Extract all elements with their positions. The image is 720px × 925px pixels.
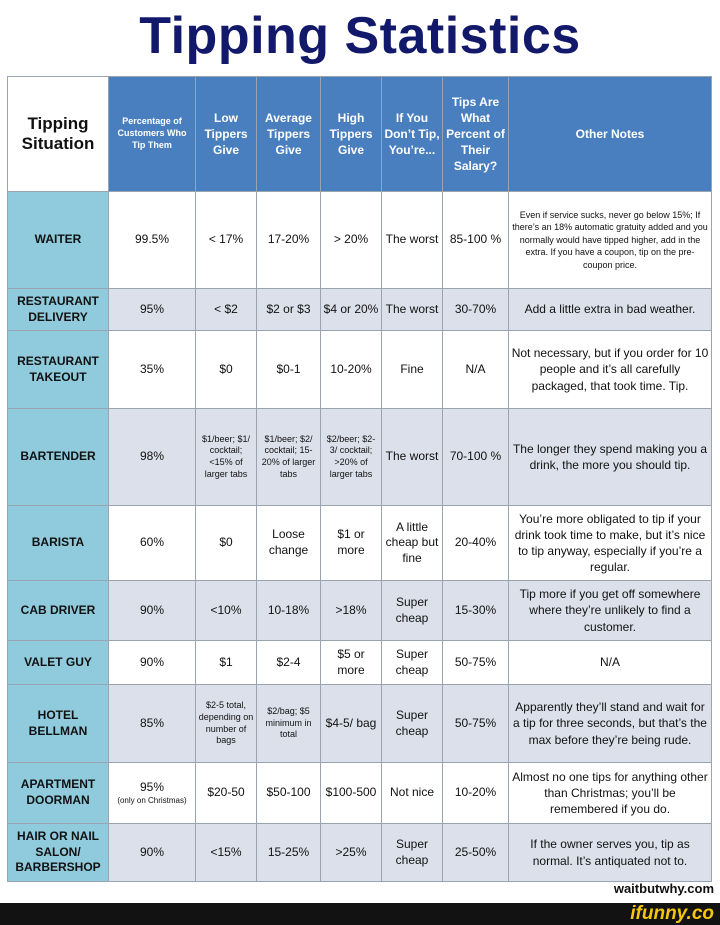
average-cell: Loose change bbox=[257, 506, 321, 581]
high-cell: >18% bbox=[321, 581, 382, 641]
notes-cell: Apparently they’ll stand and wait for a tip for three seconds, but that’s the max before they’re being rude. bbox=[509, 685, 712, 763]
tips-percent-cell: 25-50% bbox=[443, 824, 509, 882]
percentage-cell bbox=[109, 763, 196, 824]
high-cell: $4 or 20% bbox=[321, 289, 382, 331]
percentage-cell bbox=[109, 581, 196, 641]
situation-cell: CAB DRIVER bbox=[8, 581, 109, 641]
if-no-tip-cell: The worst bbox=[382, 409, 443, 506]
table-row bbox=[8, 581, 712, 641]
high-cell: >25% bbox=[321, 824, 382, 882]
notes-cell: N/A bbox=[509, 641, 712, 685]
average-cell: $0-1 bbox=[257, 331, 321, 409]
header-low: Low Tippers Give bbox=[196, 77, 257, 192]
notes-cell: You’re more obligated to tip if your drink took time to make, but it’s nice to tip anyway, especially if you’re a regular. bbox=[509, 506, 712, 581]
average-cell: $2/bag; $5 minimum in total bbox=[257, 685, 321, 763]
tipping-table bbox=[7, 76, 712, 882]
low-cell: $0 bbox=[196, 506, 257, 581]
table-row bbox=[8, 763, 712, 824]
situation-cell: VALET GUY bbox=[8, 641, 109, 685]
header-high: High Tippers Give bbox=[321, 77, 382, 192]
situation-cell: RESTAURANT DELIVERY bbox=[8, 289, 109, 331]
tips-percent-cell: 30-70% bbox=[443, 289, 509, 331]
percentage-cell bbox=[109, 331, 196, 409]
tips-percent-cell: N/A bbox=[443, 331, 509, 409]
low-cell: $2-5 total, depending on number of bags bbox=[196, 685, 257, 763]
header-row bbox=[8, 77, 712, 192]
tips-percent-cell: 70-100 % bbox=[443, 409, 509, 506]
percentage-cell bbox=[109, 506, 196, 581]
high-cell: $100-500 bbox=[321, 763, 382, 824]
table-row bbox=[8, 824, 712, 882]
page-title: Tipping Statistics bbox=[139, 7, 581, 65]
high-cell: $2/beer; $2-3/ cocktail; >20% of larger tabs bbox=[321, 409, 382, 506]
tips-percent-cell: 20-40% bbox=[443, 506, 509, 581]
table-row bbox=[8, 685, 712, 763]
tips-percent-cell: 10-20% bbox=[443, 763, 509, 824]
if-no-tip-cell: Super cheap bbox=[382, 824, 443, 882]
tips-percent-cell: 85-100 % bbox=[443, 192, 509, 289]
situation-cell: BARISTA bbox=[8, 506, 109, 581]
tips-percent-cell: 15-30% bbox=[443, 581, 509, 641]
if-no-tip-cell: Super cheap bbox=[382, 685, 443, 763]
low-cell: $20-50 bbox=[196, 763, 257, 824]
table-row bbox=[8, 192, 712, 289]
average-cell: $1/beer; $2/ cocktail; 15-20% of larger tabs bbox=[257, 409, 321, 506]
average-cell: 17-20% bbox=[257, 192, 321, 289]
low-cell: $0 bbox=[196, 331, 257, 409]
high-cell: 10-20% bbox=[321, 331, 382, 409]
average-cell: $2 or $3 bbox=[257, 289, 321, 331]
high-cell: $5 or more bbox=[321, 641, 382, 685]
average-cell: $2-4 bbox=[257, 641, 321, 685]
notes-cell: Add a little extra in bad weather. bbox=[509, 289, 712, 331]
percentage-value: 60% bbox=[139, 535, 165, 550]
notes-cell: Even if service sucks, never go below 15%; If there’s an 18% automatic gratuity added and you normally would have tipped higher, add in the extra. If you have a coupon, tip on the pre-coupon price. bbox=[509, 192, 712, 289]
notes-cell: The longer they spend making you a drink, the more you should tip. bbox=[509, 409, 712, 506]
average-cell: 15-25% bbox=[257, 824, 321, 882]
if-no-tip-cell: The worst bbox=[382, 192, 443, 289]
percentage-value: 85% bbox=[139, 715, 165, 730]
if-no-tip-cell: The worst bbox=[382, 289, 443, 331]
situation-cell: WAITER bbox=[8, 192, 109, 289]
notes-cell: Almost no one tips for anything other than Christmas; you’ll be remembered if you do. bbox=[509, 763, 712, 824]
header-percentage: Percentage of Customers Who Tip Them bbox=[109, 77, 196, 192]
percentage-value: 90% bbox=[139, 844, 165, 859]
percentage-cell bbox=[109, 685, 196, 763]
low-cell: $1/beer; $1/ cocktail; <15% of larger tabs bbox=[196, 409, 257, 506]
if-no-tip-cell: A little cheap but fine bbox=[382, 506, 443, 581]
low-cell: $1 bbox=[196, 641, 257, 685]
average-cell: $50-100 bbox=[257, 763, 321, 824]
high-cell: > 20% bbox=[321, 192, 382, 289]
percentage-cell bbox=[109, 641, 196, 685]
header-situation: Tipping Situation bbox=[8, 77, 109, 192]
percentage-value: 95% bbox=[139, 301, 165, 316]
tips-percent-cell: 50-75% bbox=[443, 685, 509, 763]
percentage-cell bbox=[109, 409, 196, 506]
if-no-tip-cell: Super cheap bbox=[382, 641, 443, 685]
situation-cell: RESTAURANT TAKEOUT bbox=[8, 331, 109, 409]
notes-cell: Tip more if you get off somewhere where they’re unlikely to find a customer. bbox=[509, 581, 712, 641]
header-if-no-tip: If You Don’t Tip, You’re... bbox=[382, 77, 443, 192]
if-no-tip-cell: Fine bbox=[382, 331, 443, 409]
ifunny-watermark: ifunny.co bbox=[630, 903, 714, 924]
table-row bbox=[8, 641, 712, 685]
percentage-cell bbox=[109, 192, 196, 289]
tips-percent-cell: 50-75% bbox=[443, 641, 509, 685]
situation-cell: HAIR OR NAIL SALON/ BARBERSHOP bbox=[8, 824, 109, 882]
notes-cell: Not necessary, but if you order for 10 people and it’s all carefully packaged, that took time. Tip. bbox=[509, 331, 712, 409]
low-cell: < $2 bbox=[196, 289, 257, 331]
header-average: Average Tippers Give bbox=[257, 77, 321, 192]
percentage-value: 90% bbox=[139, 602, 165, 617]
table-row bbox=[8, 289, 712, 331]
average-cell: 10-18% bbox=[257, 581, 321, 641]
source-credit: waitbutwhy.com bbox=[613, 881, 714, 896]
high-cell: $1 or more bbox=[321, 506, 382, 581]
situation-cell: HOTEL BELLMAN bbox=[8, 685, 109, 763]
low-cell: <10% bbox=[196, 581, 257, 641]
percentage-value: 95% bbox=[139, 780, 165, 795]
percentage-value: 99.5% bbox=[134, 232, 170, 247]
header-notes: Other Notes bbox=[509, 77, 712, 192]
low-cell: < 17% bbox=[196, 192, 257, 289]
low-cell: <15% bbox=[196, 824, 257, 882]
percentage-note: (only on Christmas) bbox=[117, 795, 187, 805]
table-row bbox=[8, 409, 712, 506]
percentage-value: 35% bbox=[139, 361, 165, 376]
notes-cell: If the owner serves you, tip as normal. It’s antiquated not to. bbox=[509, 824, 712, 882]
footer-bar bbox=[0, 903, 720, 925]
percentage-value: 98% bbox=[139, 449, 165, 464]
if-no-tip-cell: Super cheap bbox=[382, 581, 443, 641]
table-row bbox=[8, 331, 712, 409]
header-tips-percent: Tips Are What Percent of Their Salary? bbox=[443, 77, 509, 192]
percentage-value: 90% bbox=[139, 654, 165, 669]
situation-cell: APARTMENT DOORMAN bbox=[8, 763, 109, 824]
percentage-cell bbox=[109, 289, 196, 331]
if-no-tip-cell: Not nice bbox=[382, 763, 443, 824]
percentage-cell bbox=[109, 824, 196, 882]
high-cell: $4-5/ bag bbox=[321, 685, 382, 763]
situation-cell: BARTENDER bbox=[8, 409, 109, 506]
table-row bbox=[8, 506, 712, 581]
